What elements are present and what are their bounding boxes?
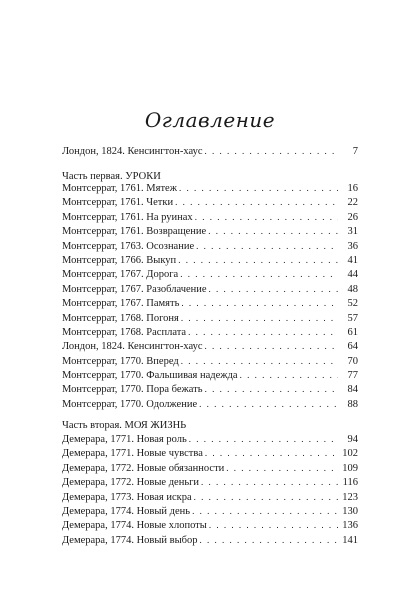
toc-entry-label: Монтсеррат, 1761. Возвращение [62, 226, 207, 238]
toc-entry[interactable] [62, 475, 358, 489]
dot-leader [180, 267, 338, 281]
toc-entry-label: Монтсеррат, 1768. Погоня [62, 312, 179, 324]
toc-entry[interactable] [62, 181, 358, 195]
toc-entry[interactable] [62, 195, 358, 209]
dot-leader [205, 382, 338, 396]
toc-entry-label: Лондон, 1824. Кенсингтон-хаус [62, 341, 203, 353]
dot-leader [192, 504, 338, 518]
dot-leader [209, 518, 338, 532]
dot-leader [181, 296, 338, 310]
toc-entry-label: Монтсеррат, 1767. Разоблачение [62, 283, 207, 295]
toc-page-number: 94 [347, 434, 358, 445]
toc-entry-label: Монтсеррат, 1761. На руинах [62, 211, 193, 223]
toc-entry[interactable] [62, 432, 358, 446]
dot-leader [208, 224, 338, 238]
dot-leader [205, 446, 338, 460]
toc-entry-label: Демерара, 1772. Новые деньги [62, 477, 200, 489]
toc-entry[interactable] [62, 296, 358, 310]
toc-page-number: 31 [347, 226, 358, 238]
toc-page-number: 7 [352, 146, 358, 157]
toc-entry[interactable] [62, 461, 358, 475]
toc-entry-label: Демерара, 1771. Новая роль [62, 434, 187, 445]
part1-heading: Часть первая. УРОКИ [62, 171, 161, 182]
toc-page-number: 41 [347, 254, 358, 266]
dot-leader [181, 311, 338, 325]
dot-leader [200, 533, 338, 547]
toc-entry-label: Монтсеррат, 1770. Пора бежать [62, 384, 203, 396]
toc-entry[interactable] [62, 144, 358, 158]
dot-leader [209, 282, 338, 296]
dot-leader [226, 461, 338, 475]
toc-page-number: 77 [347, 370, 358, 382]
toc-entry-label: Монтсеррат, 1767. Дорога [62, 269, 179, 281]
toc-entry[interactable] [62, 224, 358, 238]
toc-page-number: 52 [347, 298, 358, 310]
dot-leader [201, 475, 338, 489]
toc-entry-label: Монтсеррат, 1768. Расплата [62, 326, 187, 338]
toc-entry-label: Монтсеррат, 1770. Одолжение [62, 398, 198, 410]
toc-entry-label: Демерара, 1772. Новые обязанности [62, 462, 225, 474]
toc-page-number: 61 [347, 326, 358, 338]
toc-entry[interactable] [62, 210, 358, 224]
toc-entry[interactable] [62, 397, 358, 411]
toc-page-number: 22 [347, 197, 358, 209]
toc-page-number: 109 [342, 462, 358, 474]
toc-entry[interactable] [62, 339, 358, 353]
toc-page-number: 44 [347, 269, 358, 281]
toc-entry-label: Монтсеррат, 1767. Память [62, 298, 180, 310]
toc-entry-label: Монтсеррат, 1761. Мятеж [62, 183, 177, 194]
toc-entry[interactable] [62, 311, 358, 325]
toc-entry[interactable] [62, 282, 358, 296]
part2-heading: Часть вторая. МОЯ ЖИЗНЬ [62, 420, 187, 431]
toc-page-number: 116 [342, 477, 358, 489]
toc-entry[interactable] [62, 518, 358, 532]
toc-page-number: 136 [342, 520, 358, 532]
toc-entry[interactable] [62, 253, 358, 267]
dot-leader [175, 195, 338, 209]
part2-list [62, 432, 358, 547]
dot-leader [179, 181, 338, 195]
toc-page-number: 36 [347, 240, 358, 252]
toc-title: Оглавление [144, 108, 276, 132]
toc-page-number: 130 [342, 505, 358, 517]
dot-leader [196, 239, 338, 253]
dot-leader [240, 368, 338, 382]
toc-page-number: 70 [347, 355, 358, 367]
toc-page-number: 102 [342, 448, 358, 460]
toc-page-number: 26 [347, 211, 358, 223]
toc-entry[interactable] [62, 533, 358, 547]
toc-entry-label: Демерара, 1773. Новая искра [62, 491, 192, 503]
dot-leader [194, 490, 338, 504]
dot-leader [181, 354, 338, 368]
part1-list [62, 181, 358, 411]
toc-page-number: 16 [347, 183, 358, 194]
toc-entry-label: Лондон, 1824. Кенсингтон-хаус [62, 146, 203, 157]
toc-entry-label: Демерара, 1774. Новый день [62, 505, 191, 517]
toc-entry-label: Демерара, 1771. Новые чувства [62, 448, 203, 460]
toc-entry[interactable] [62, 382, 358, 396]
toc-entry-label: Демерара, 1774. Новый выбор [62, 534, 198, 546]
toc-entry[interactable] [62, 267, 358, 281]
dot-leader [189, 432, 338, 446]
toc-page-number: 88 [347, 398, 358, 410]
toc-entry-label: Монтсеррат, 1770. Вперед [62, 355, 179, 367]
toc-entry[interactable] [62, 368, 358, 382]
toc-entry-label: Монтсеррат, 1763. Осознание [62, 240, 195, 252]
toc-entry[interactable] [62, 239, 358, 253]
toc-page-number: 48 [347, 283, 358, 295]
toc-entry-label: Монтсеррат, 1761. Четки [62, 197, 174, 209]
toc-page-number: 141 [342, 534, 358, 546]
toc-entry-label: Монтсеррат, 1766. Выкуп [62, 254, 177, 266]
dot-leader [205, 339, 339, 353]
toc-entry[interactable] [62, 325, 358, 339]
toc-entry[interactable] [62, 504, 358, 518]
dot-leader [195, 210, 338, 224]
dot-leader [205, 144, 339, 158]
prologue-list [62, 144, 358, 158]
dot-leader [199, 397, 338, 411]
toc-page-number: 57 [347, 312, 358, 324]
dot-leader [188, 325, 338, 339]
toc-page-number: 123 [342, 491, 358, 503]
dot-leader [178, 253, 338, 267]
toc-entry[interactable] [62, 446, 358, 460]
toc-entry[interactable] [62, 354, 358, 368]
toc-entry-label: Демерара, 1774. Новые хлопоты [62, 520, 207, 532]
toc-entry-label: Монтсеррат, 1770. Фальшивая надежда [62, 370, 238, 382]
toc-page-number: 64 [347, 341, 358, 353]
toc-page-number: 84 [347, 384, 358, 396]
toc-entry[interactable] [62, 490, 358, 504]
